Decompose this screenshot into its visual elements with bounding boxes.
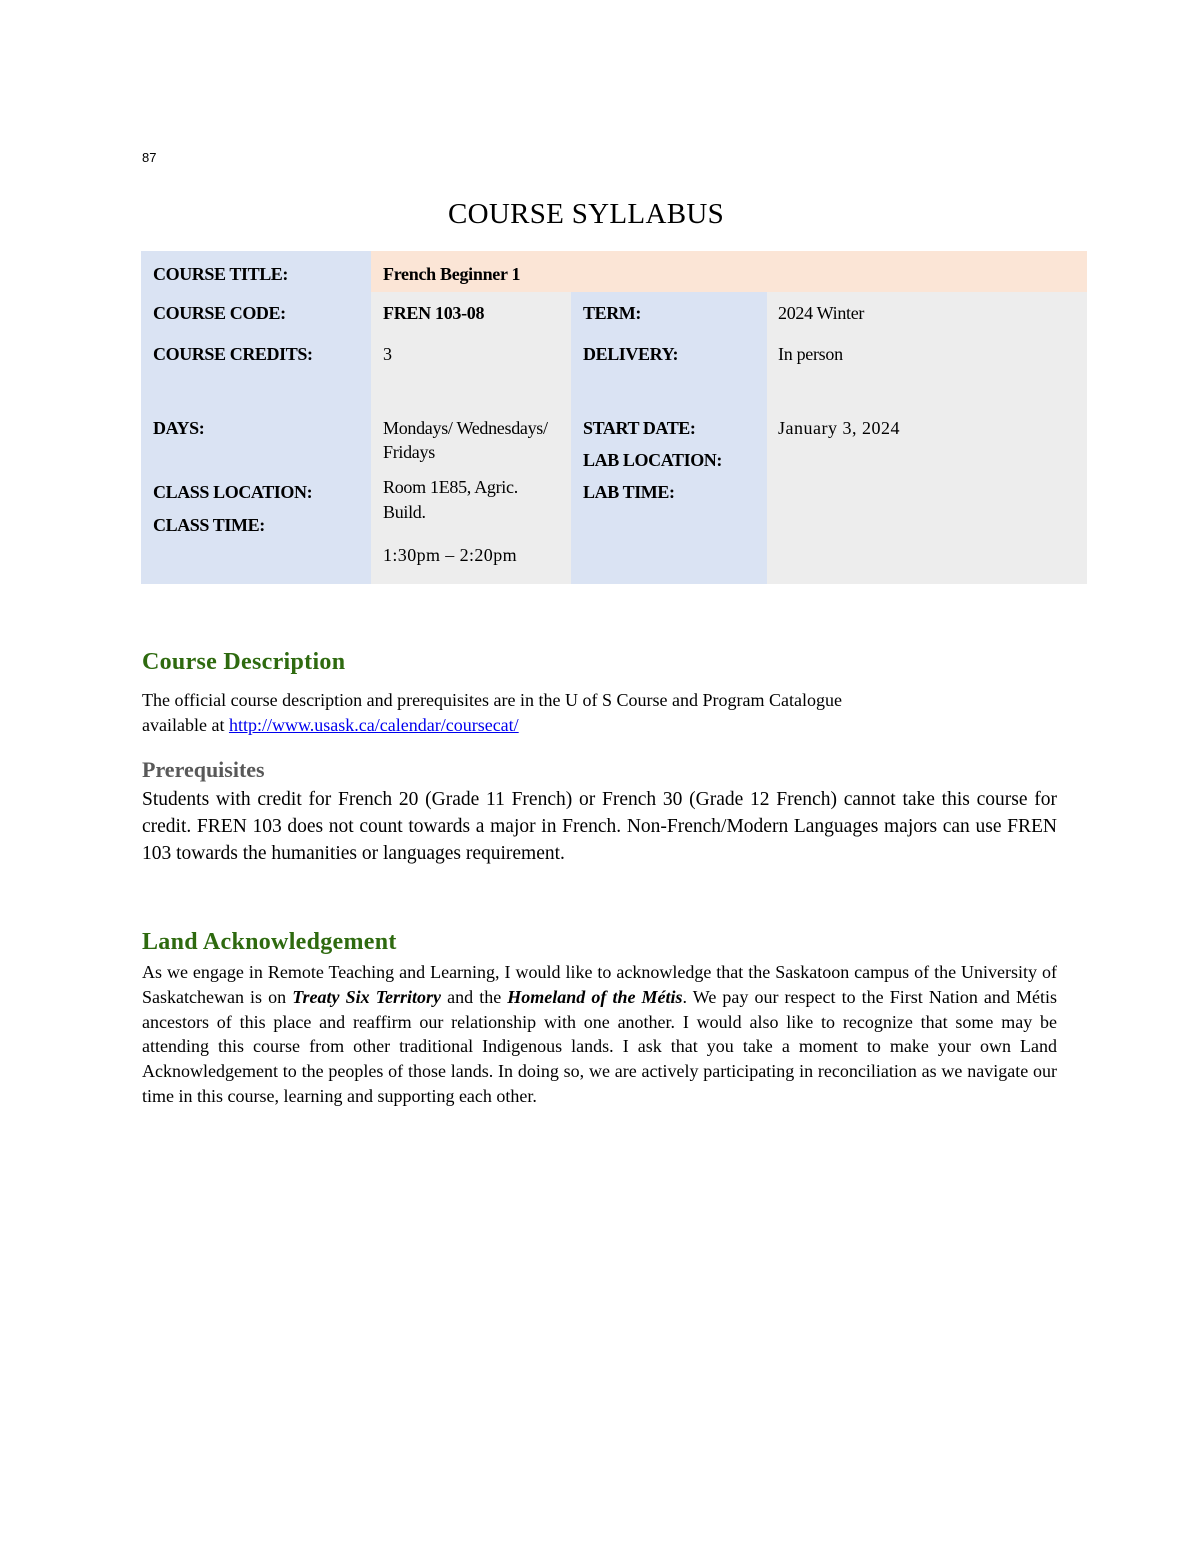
days-value-line-2: Fridays: [383, 442, 435, 462]
class-location-value-line-2: Build.: [383, 502, 426, 522]
land-ack-part-2: and the: [441, 986, 508, 1007]
course-title-value: French Beginner 1: [383, 264, 521, 284]
course-description-line-1: The official course description and prerequisites are in the U of S Course and Program Catalogue: [142, 690, 842, 710]
prerequisites-heading: Prerequisites: [142, 757, 265, 782]
page-title: COURSE SYLLABUS: [447, 198, 725, 230]
treaty-six-territory: Treaty Six Territory: [292, 986, 442, 1007]
class-time-value: 1:30pm – 2:20pm: [383, 545, 518, 565]
lab-location-label: LAB LOCATION:: [583, 450, 722, 470]
land-ack-part-1: As we engage in Remote Teaching and Learning, I would like to acknowledge that the Saskatoon campus of the University of Saskatchewan is on: [142, 962, 1057, 1007]
course-catalogue-link[interactable]: http://www.usask.ca/calendar/coursecat/: [228, 715, 519, 735]
course-description-line-2-prefix: available at: [142, 715, 229, 735]
term-label: TERM:: [583, 303, 641, 323]
course-info-table: [141, 251, 1087, 584]
lab-time-label: LAB TIME:: [583, 482, 675, 502]
homeland-of-the-metis: Homeland of the Métis: [507, 986, 683, 1007]
course-description-heading: Course Description: [142, 649, 346, 675]
course-code-value: FREN 103-08: [383, 303, 485, 323]
course-title-label: COURSE TITLE:: [153, 264, 289, 284]
class-time-label: CLASS TIME:: [153, 515, 265, 535]
land-ack-part-3: . We pay our respect to the First Nation and Métis ancestors of this place and reaffirm our relationship with one another. I would also like to recognize that some may be attending this course from other traditional Indigenous lands. I ask that you take a moment to make your own Land Acknowledgement to the peoples of those lands. In doing so, we are actively participating in reconciliation as we navigate our time in this course, learning and supporting each other.: [142, 986, 1057, 1106]
page-number: 87: [142, 150, 157, 165]
class-location-label: CLASS LOCATION:: [153, 482, 313, 502]
course-code-label: COURSE CODE:: [153, 303, 286, 323]
start-date-value: January 3, 2024: [778, 418, 900, 438]
days-value-line-1: Mondays/ Wednesdays/: [383, 418, 548, 438]
course-credits-label: COURSE CREDITS:: [153, 344, 313, 364]
term-value: 2024 Winter: [778, 303, 865, 323]
course-description-text: [142, 688, 1057, 738]
land-acknowledgement-heading: Land Acknowledgement: [142, 929, 397, 955]
land-acknowledgement-text: [142, 960, 1057, 1109]
start-date-label: START DATE:: [583, 418, 696, 438]
course-credits-value: 3: [383, 344, 392, 364]
delivery-label: DELIVERY:: [583, 344, 679, 364]
days-label: DAYS:: [153, 418, 205, 438]
prerequisites-text: Students with credit for French 20 (Grade 11 French) or French 30 (Grade 12 French) cannot take this course for credit. FREN 103 does not count towards a major in French. Non-French/Modern Languages majors can use FREN 103 towards the humanities or languages requirement.: [142, 789, 1057, 864]
class-location-value-line-1: Room 1E85, Agric.: [383, 477, 518, 497]
delivery-value: In person: [778, 344, 843, 364]
